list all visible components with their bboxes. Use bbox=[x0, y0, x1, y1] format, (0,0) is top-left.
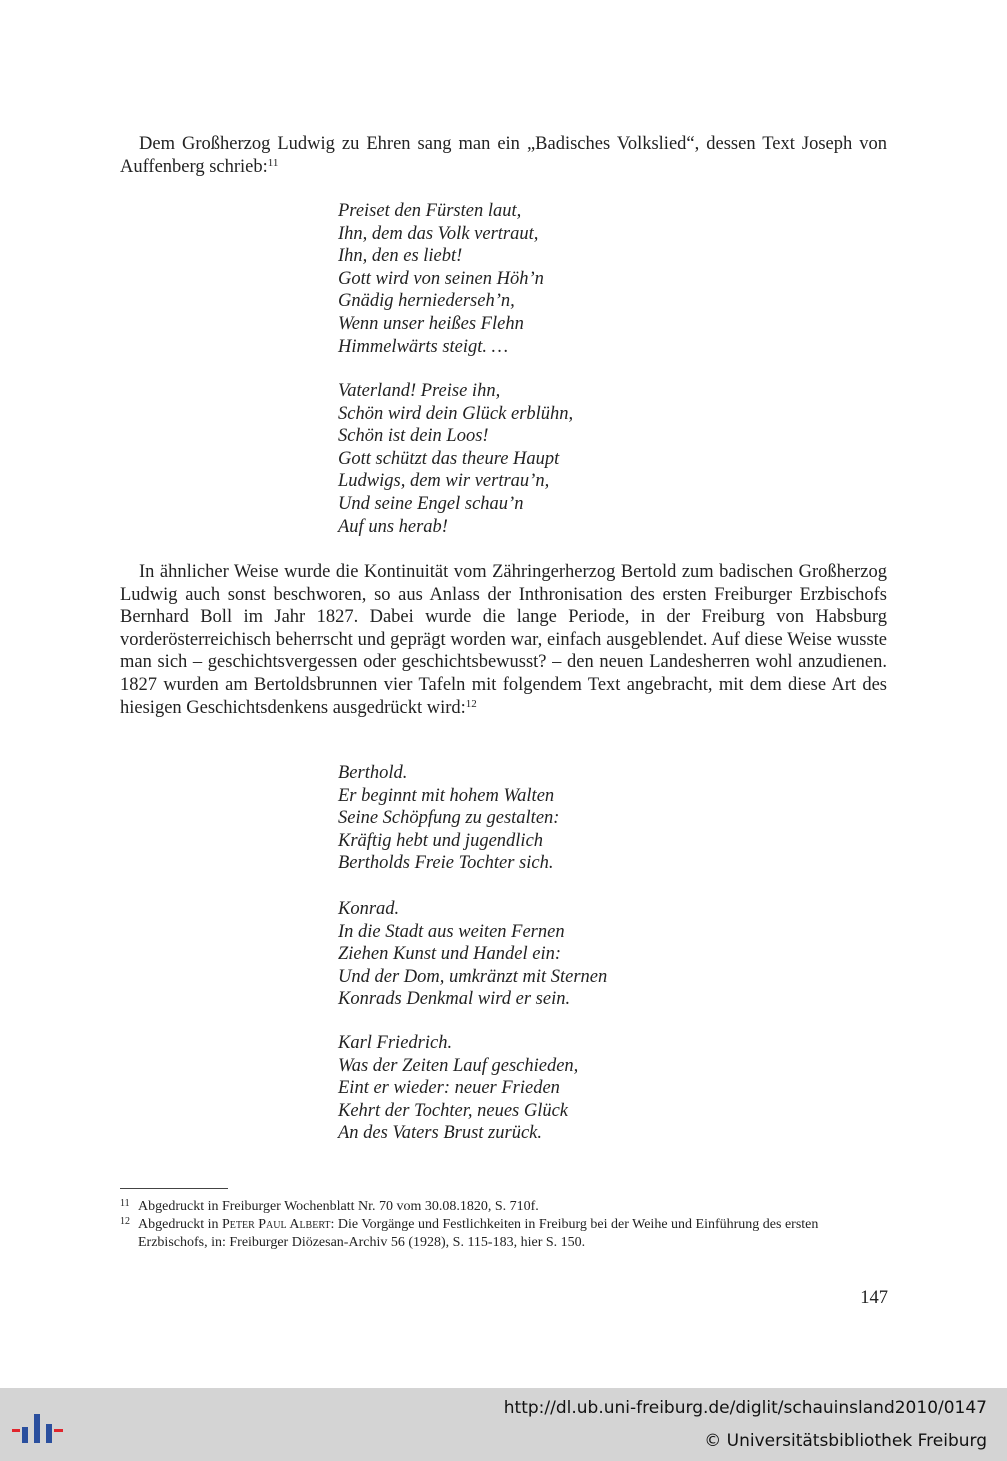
footnote-11 bbox=[120, 1198, 887, 1216]
footnote-citation: : Die Vorgänge und Festlichkeiten in Freiburg bei der Weihe und Einführung des ersten Erzbischofs, in: Freiburger Diözesan-Archiv 56 (1928), S. 115-183, hier S. 150. bbox=[138, 1217, 819, 1250]
verse-berthold bbox=[338, 762, 559, 875]
verse-line: Preiset den Fürsten laut, bbox=[338, 201, 522, 221]
footnote-number: 11 bbox=[120, 1198, 130, 1209]
verse-line: Ihn, den es liebt! bbox=[338, 246, 463, 267]
copyright-notice: © Universitätsbibliothek Freiburg bbox=[704, 1431, 987, 1451]
verse-line: Seine Schöpfung zu gestalten: bbox=[338, 808, 560, 829]
footnote-number: 12 bbox=[120, 1216, 130, 1227]
paragraph-intro bbox=[120, 133, 887, 178]
footnote-ref-11[interactable]: 11 bbox=[267, 156, 279, 169]
verse-line: Und der Dom, umkränzt mit Sternen bbox=[338, 966, 608, 987]
verse-line: Was der Zeiten Lauf geschieden, bbox=[338, 1055, 579, 1076]
verse-line: Er beginnt mit hohem Walten bbox=[338, 785, 555, 806]
verse-line: Kehrt der Tochter, neues Glück bbox=[338, 1100, 569, 1121]
verse-line: Schön ist dein Loos! bbox=[338, 426, 489, 447]
verse-line: Schön wird dein Glück erblühn, bbox=[338, 403, 574, 424]
verse-stanza-2 bbox=[338, 380, 573, 538]
verse-heading: Karl Friedrich. bbox=[338, 1033, 453, 1053]
ub-freiburg-logo-icon[interactable] bbox=[12, 1402, 64, 1450]
paragraph-intro-text: Dem Großherzog Ludwig zu Ehren sang man ein „Badisches Volkslied“, dessen Text Joseph von Auffenberg schrieb: bbox=[120, 134, 887, 177]
verse-stanza-1 bbox=[338, 200, 544, 358]
footnote-text bbox=[120, 1216, 887, 1251]
verse-line: Ziehen Kunst und Handel ein: bbox=[338, 944, 562, 965]
verse-line: Auf uns herab! bbox=[338, 516, 448, 537]
paragraph-main-text: In ähnlicher Weise wurde die Kontinuität vom Zähringerherzog Bertold zum badischen Großherzog Ludwig auch sonst beschworen, so aus Anlass der Inthronisation des ersten Freiburger Erzbischofs Bernhard Boll im Jahr 1827. Dabei wurde die lange Periode, in der Freiburg von Habsburg vorderösterreichisch beherrscht und geprägt worden war, einfach ausgeblendet. Auf diese Weise wusste man sich – geschichtsvergessen oder geschichtsbewusst? – den neuen Landesherren wohl anzudienen. 1827 wurden am Bertoldsbrunnen vier Tafeln mit folgendem Text angebracht, mit dem diese Art des hiesigen Geschichtsdenkens ausgedrückt wird: bbox=[120, 562, 887, 718]
verse-line: Wenn unser heißes Flehn bbox=[338, 313, 524, 334]
verse-line: Ihn, dem das Volk vertraut, bbox=[338, 223, 539, 244]
verse-line: Gnädig herniederseh’n, bbox=[338, 291, 515, 312]
footnote-12 bbox=[120, 1216, 887, 1251]
verse-line: Himmelwärts steigt. … bbox=[338, 336, 509, 357]
viewer-footer bbox=[0, 1388, 1007, 1461]
verse-line: An des Vaters Brust zurück. bbox=[338, 1123, 542, 1144]
verse-line: Gott wird von seinen Höh’n bbox=[338, 268, 544, 289]
document-url-link[interactable]: http://dl.ub.uni-freiburg.de/diglit/schauinsland2010/0147 bbox=[503, 1398, 987, 1418]
verse-karl-friedrich bbox=[338, 1032, 578, 1145]
footnote-text: Abgedruckt in Freiburger Wochenblatt Nr. 70 vom 30.08.1820, S. 710f. bbox=[138, 1199, 539, 1214]
verse-line: Gott schützt das theure Haupt bbox=[338, 448, 560, 469]
verse-heading: Konrad. bbox=[338, 899, 400, 919]
verse-konrad bbox=[338, 898, 607, 1011]
verse-line: Und seine Engel schau’n bbox=[338, 493, 524, 514]
verse-line: Ludwigs, dem wir vertrau’n, bbox=[338, 471, 550, 492]
verse-line: In die Stadt aus weiten Fernen bbox=[338, 921, 565, 942]
verse-line: Eint er wieder: neuer Frieden bbox=[338, 1078, 560, 1099]
verse-line: Kräftig hebt und jugendlich bbox=[338, 830, 544, 851]
verse-line: Konrads Denkmal wird er sein. bbox=[338, 989, 571, 1010]
footnote-divider bbox=[120, 1188, 228, 1189]
page-number: 147 bbox=[860, 1288, 888, 1308]
paragraph-main bbox=[120, 561, 887, 719]
verse-line: Vaterland! Preise ihn, bbox=[338, 381, 501, 401]
verse-heading: Berthold. bbox=[338, 763, 408, 783]
footnote-prefix: Abgedruckt in bbox=[138, 1217, 222, 1232]
verse-line: Bertholds Freie Tochter sich. bbox=[338, 853, 554, 874]
footnote-author: Peter Paul Albert bbox=[221, 1217, 331, 1232]
footnote-ref-12[interactable]: 12 bbox=[465, 697, 477, 710]
